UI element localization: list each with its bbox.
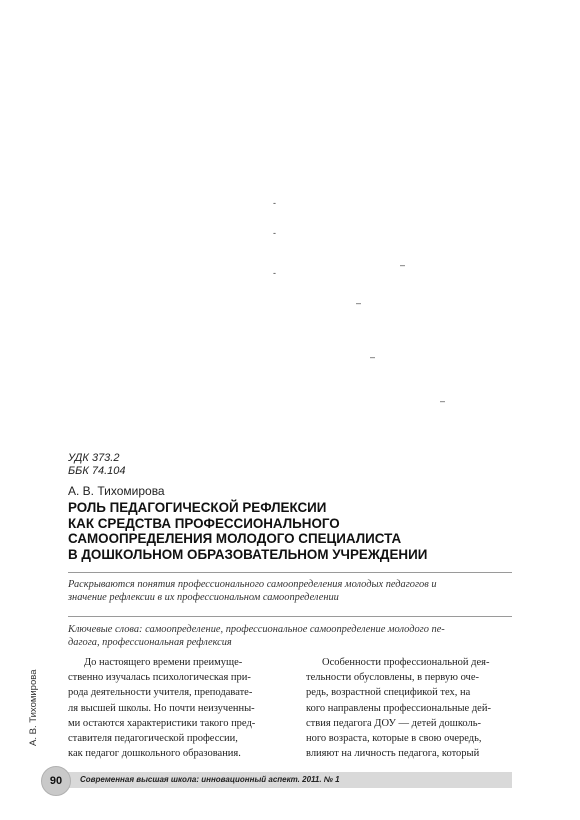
body-line: тельности обусловлены, в первую оче- <box>306 672 479 684</box>
abstract-line: значение рефлексии в их профессиональном самоопределении <box>68 592 339 603</box>
stray-mark: – <box>440 396 446 406</box>
abstract-line: Раскрываются понятия профессионального самоопределения молодых педагогов и <box>68 579 437 590</box>
body-line: ля высшей школы. Но почти неизученны- <box>68 702 255 714</box>
keywords <box>68 623 512 649</box>
body-line: редь, возрастной спецификой тех, на <box>306 687 471 699</box>
body-line: До настоящего времени преимуще- <box>84 657 243 668</box>
bbk-code: ББК 74.104 <box>68 465 126 477</box>
body-line: Особенности профессиональной дея- <box>322 657 490 668</box>
body-line: кого направлены профессиональные дей- <box>306 702 491 714</box>
page-number <box>41 766 71 796</box>
udk-code: УДК 373.2 <box>68 452 120 464</box>
classification-codes <box>68 452 126 478</box>
stray-mark: – <box>370 352 376 362</box>
body-line: ставителя педагогической профессии, <box>68 733 238 745</box>
stray-mark: - <box>273 228 276 238</box>
keywords-line: дагога, профессиональная рефлексия <box>68 637 232 648</box>
body-line: как педагог дошкольного образования. <box>68 748 241 760</box>
divider <box>68 572 512 573</box>
body-line: ственно изучалась психологическая при- <box>68 672 251 684</box>
running-head-author: А. В. Тихомирова <box>28 669 39 746</box>
article-title <box>68 500 528 562</box>
body-column-left <box>68 655 274 761</box>
body-line: рода деятельности учителя, преподавате- <box>68 687 253 699</box>
divider <box>68 616 512 617</box>
title-line: САМООПРЕДЕЛЕНИЯ МОЛОДОГО СПЕЦИАЛИСТА <box>68 531 402 546</box>
stray-mark: - <box>273 198 276 208</box>
stray-mark: - <box>273 268 276 278</box>
title-line: В ДОШКОЛЬНОМ ОБРАЗОВАТЕЛЬНОМ УЧРЕЖДЕНИИ <box>68 546 428 562</box>
keywords-line: Ключевые слова: самоопределение, профессиональное самоопределение молодого пе- <box>68 624 445 635</box>
body-line: ми остаются характеристики такого пред- <box>68 717 256 729</box>
stray-mark: – <box>356 298 362 308</box>
abstract <box>68 578 512 604</box>
page-number-label: 90 <box>49 775 63 787</box>
body-line: ного возраста, которые в свою очередь, <box>306 733 482 745</box>
title-line: РОЛЬ ПЕДАГОГИЧЕСКОЙ РЕФЛЕКСИИ <box>68 500 327 515</box>
title-line: КАК СРЕДСТВА ПРОФЕССИОНАЛЬНОГО <box>68 515 340 531</box>
journal-footer: Современная высшая школа: инновационный аспект. 2011. № 1 <box>80 775 340 784</box>
body-line: влияют на личность педагога, который <box>306 748 480 760</box>
author-name: А. В. Тихомирова <box>68 484 165 498</box>
body-column-right <box>306 655 512 761</box>
body-line: ствия педагога ДОУ — детей дошколь- <box>306 717 482 729</box>
stray-mark: – <box>400 260 406 270</box>
